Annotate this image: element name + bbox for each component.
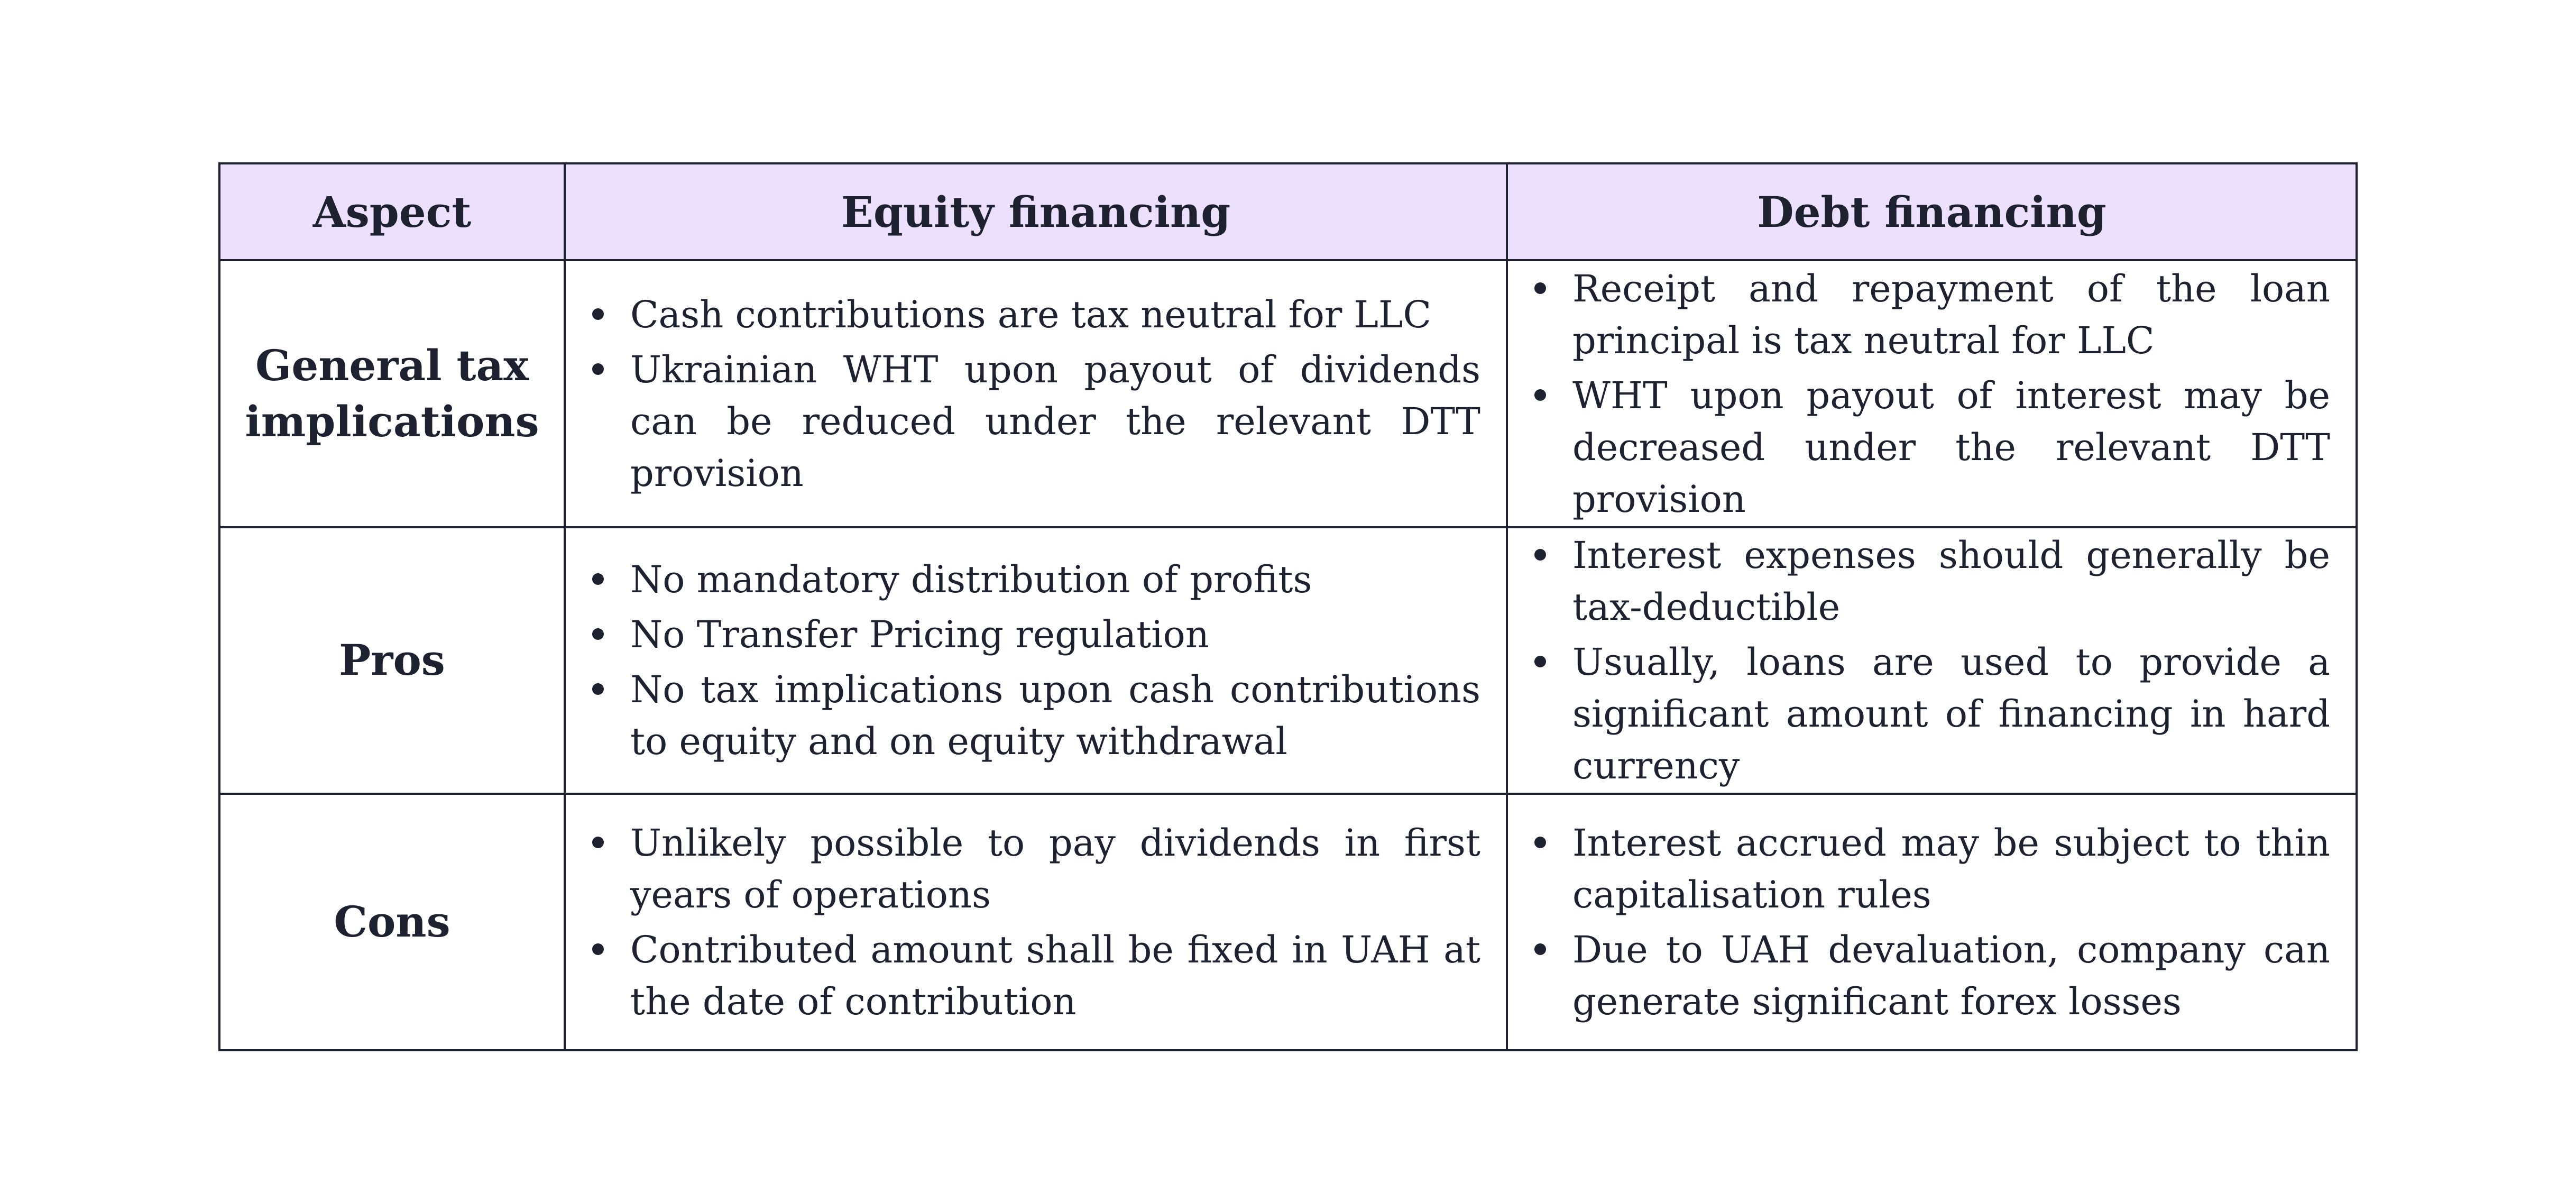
bullet-icon (592, 363, 604, 375)
bullet-icon (592, 308, 604, 320)
table-row (219, 260, 2357, 527)
list-item: Receipt and repayment of the loan principal is tax neutral for LLC (1530, 263, 2330, 366)
list-item: WHT upon payout of interest may be decreased under the relevant DTT provision (1530, 370, 2330, 525)
list-item: No mandatory distribution of profits (588, 554, 1480, 605)
bullet-icon (592, 943, 604, 955)
list-item: Ukrainian WHT upon payout of dividends can be reduced under the relevant DTT provision (588, 344, 1480, 499)
list-item: Contributed amount shall be fixed in UAH at the date of contribution (588, 924, 1480, 1027)
header-debt-financing: Debt financing (1507, 163, 2357, 260)
equity-cell (565, 527, 1507, 794)
bullet-icon (1534, 837, 1546, 848)
equity-cell (565, 260, 1507, 527)
row-label-pros (219, 527, 565, 794)
bullet-icon (1534, 282, 1546, 294)
bullet-icon (592, 837, 604, 848)
row-label-cons (219, 794, 565, 1050)
table-row (219, 794, 2357, 1050)
header-equity-financing: Equity financing (565, 163, 1507, 260)
bullet-icon (1534, 549, 1546, 561)
list-item: Interest expenses should generally be tax-deductible (1530, 529, 2330, 633)
bullet-icon (592, 573, 604, 585)
bullet-icon (592, 628, 604, 640)
list-item: Cash contributions are tax neutral for LLC (588, 289, 1480, 341)
table-row (219, 527, 2357, 794)
debt-cell (1507, 794, 2357, 1050)
list-item: No Transfer Pricing regulation (588, 609, 1480, 660)
bullet-icon (592, 683, 604, 695)
debt-cell (1507, 260, 2357, 527)
bullet-icon (1534, 943, 1546, 955)
header-row (219, 163, 2357, 260)
bullet-icon (1534, 389, 1546, 401)
row-label-text: Pros (339, 635, 445, 685)
list-item: Unlikely possible to pay dividends in first years of operations (588, 817, 1480, 921)
debt-cell (1507, 527, 2357, 794)
list-item: Due to UAH devaluation, company can generate significant forex losses (1530, 924, 2330, 1027)
equity-cell (565, 794, 1507, 1050)
header-aspect: Aspect (219, 163, 565, 260)
comparison-table (218, 162, 2358, 1051)
row-label-text: Cons (334, 896, 450, 947)
row-label-general-tax (219, 260, 565, 527)
list-item: Interest accrued may be subject to thin capitalisation rules (1530, 817, 2330, 921)
bullet-icon (1534, 656, 1546, 667)
row-label-text: General tax implications (245, 340, 539, 446)
list-item: Usually, loans are used to provide a significant amount of financing in hard currency (1530, 636, 2330, 792)
list-item: No tax implications upon cash contributions to equity and on equity withdrawal (588, 664, 1480, 767)
